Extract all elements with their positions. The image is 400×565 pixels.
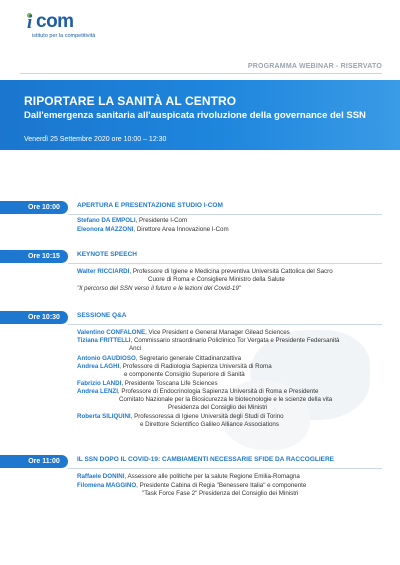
session-time-badge: Ore 10:15 (20, 250, 68, 263)
keynote-title: "Il percorso del SSN verso il futuro e le lezioni del Covid-19" (77, 285, 241, 292)
page-subtitle: Dall'emergenza sanitaria all'auspicata rivoluzione della governance del SSN (24, 110, 366, 121)
speaker-line-continued: e componente Consiglio Superiore di Sanità (124, 371, 245, 378)
session-divider (68, 263, 382, 264)
speaker-line: Eleonora MAZZONI, Direttore Area Innovazione I-Com (77, 226, 229, 233)
page-title: RIPORTARE LA SANITÀ AL CENTRO (24, 94, 237, 108)
speaker-line: Walter RICCIARDI, Professore di Igiene e Medicina preventiva Università Cattolica del Sacro (77, 268, 333, 275)
speaker-line: Andrea LENZI, Professore di Endocrinologia Sapienza Università di Roma e Presidente (77, 388, 319, 395)
speaker-line: Antonio GAUDIOSO, Segretario generale Cittadinanzattiva (77, 355, 242, 362)
speaker-line: Fabrizio LANDI, Presidente Toscana Life Sciences (77, 380, 218, 387)
session-title: IL SSN DOPO IL COVID-19: CAMBIAMENTI NECESSARIE SFIDE DA RACCOGLIERE (77, 456, 335, 463)
speaker-line: Andrea LAGHI, Professore di Radiologia Sapienza Università di Roma (77, 363, 272, 370)
session-title: SESSIONE Q&A (77, 312, 127, 319)
speaker-line: Roberta SILIQUINI, Professoressa di Igiene Università degli Studi di Torino (77, 413, 284, 420)
logo-word: com (36, 11, 74, 32)
logo-i: i (27, 12, 33, 33)
session-divider (68, 468, 382, 469)
program-label: PROGRAMMA WEBINAR - RISERVATO (247, 63, 382, 70)
speaker-line: Raffaele DONINI, Assessore alle politiche per la salute Regione Emilia-Romagna (77, 473, 300, 480)
speaker-line-continued: Comitato Nazionale per la Biosicurezza le biotecnologie e le scienze della vita (119, 396, 333, 403)
session-title: KEYNOTE SPEECH (77, 251, 137, 258)
logo-tagline: istituto per la competitività (32, 33, 96, 39)
session-divider (68, 214, 382, 215)
speaker-line-continued: Cuore di Roma e Consigliere Ministro della Salute (148, 276, 285, 283)
speaker-line: Valentino CONFALONE, Vice President e General Manager Gilead Sciences (77, 329, 290, 336)
event-date: Venerdì 25 Settembre 2020 ore 10:00 – 12:30 (24, 136, 167, 143)
speaker-line: Tiziana FRITTELLI, Commissario straordinario Policlinico Tor Vergata e Presidente Federsanità (77, 337, 340, 344)
speaker-line: Filomena MAGGINO, Presidente Cabina di Regia "Benessere Italia" e componente (77, 482, 307, 489)
speaker-line-continued: "Task Force Fase 2" Presidenza del Consiglio dei Ministri (142, 490, 299, 497)
speaker-line-continued: Anci (129, 345, 142, 352)
header-divider (20, 73, 382, 74)
session-time-badge: Ore 10:30 (20, 311, 68, 324)
session-time-badge: Ore 11:00 (20, 455, 68, 468)
session-time-badge: Ore 10:00 (20, 201, 68, 214)
session-divider (68, 324, 382, 325)
session-title: APERTURA E PRESENTAZIONE STUDIO I-COM (77, 202, 223, 209)
speaker-line: Stefano DA EMPOLI, Presidente I-Com (77, 217, 188, 224)
speaker-line-continued: e Direttore Scientifico Galileo Alliance Associations (140, 421, 279, 428)
speaker-line-continued: Presidenza del Consiglio dei Ministri (168, 404, 268, 411)
